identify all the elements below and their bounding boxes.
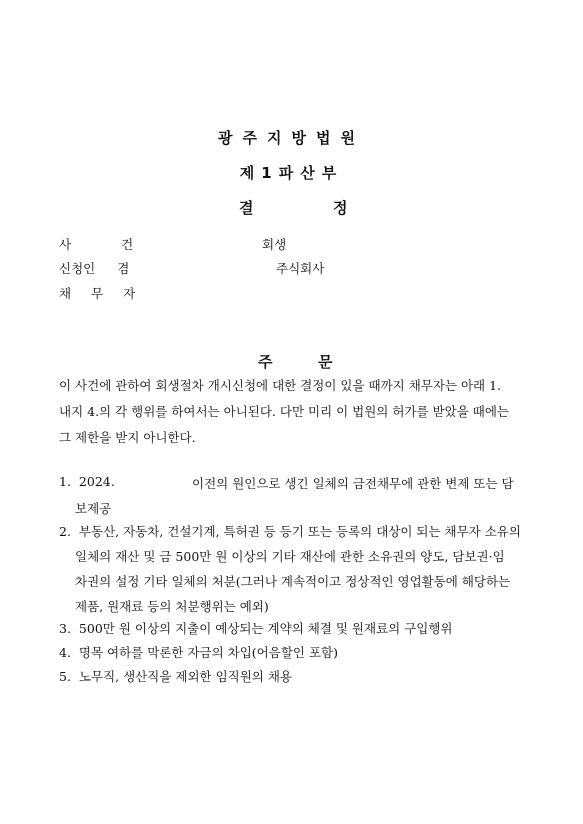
order-item-4: 4. 명목 여하를 막론한 자금의 차입(어음할인 포함): [59, 645, 338, 660]
order-item-3: 3. 500만 원 이상의 지출이 예상되는 계약의 체결 및 원재료의 구입행위: [59, 621, 453, 636]
order-item-1-text: 이전의 원인으로 생긴 일체의 금전채무에 관한 변제 또는 담: [192, 476, 514, 491]
order-title-left: 주: [258, 353, 273, 371]
doc-type-right: 정: [333, 199, 348, 217]
order-intro-line: 그 제한을 받지 아니한다.: [59, 430, 196, 445]
doc-type-left: 결: [239, 199, 254, 217]
court-name: 광주지방법원: [218, 129, 365, 147]
order-intro-line: 내지 4.의 각 행위를 하여서는 아니된다. 다만 미리 이 법원의 허가를 받았을 때에는: [59, 404, 509, 419]
order-item-2-cont: 차권의 설정 기타 일체의 처분(그러나 계속적이고 정상적인 영업활동에 해당하는: [75, 574, 511, 589]
case-value: 회생: [262, 237, 287, 252]
applicant-label: 신청인 겸: [59, 261, 130, 276]
order-item-2: 2. 부동산, 자동차, 건설기계, 특허권 등 등기 또는 등록의 대상이 되는 채무자 소유의: [59, 524, 521, 539]
division-name: 제1파산부: [239, 164, 344, 182]
order-title-right: 문: [318, 353, 333, 371]
order-item-2-cont: 일체의 재산 및 금 500만 원 이상의 기타 재산에 관한 소유권의 양도, 담보권·임: [75, 549, 505, 564]
order-item-2-cont: 제품, 원재료 등의 처분행위는 예외): [75, 599, 269, 614]
debtor-label: 채 무 자: [59, 286, 136, 301]
applicant-value: 주식회사: [276, 261, 325, 276]
order-item-1-cont: 보제공: [75, 501, 112, 516]
case-label: 사 건: [59, 237, 134, 252]
order-item-1: 1. 2024.: [59, 474, 115, 489]
order-item-5: 5. 노무직, 생산직을 제외한 임직원의 채용: [59, 669, 292, 684]
order-intro-line: 이 사건에 관하여 회생절차 개시신청에 대한 결정이 있을 때까지 채무자는 아래 1.: [59, 378, 502, 393]
